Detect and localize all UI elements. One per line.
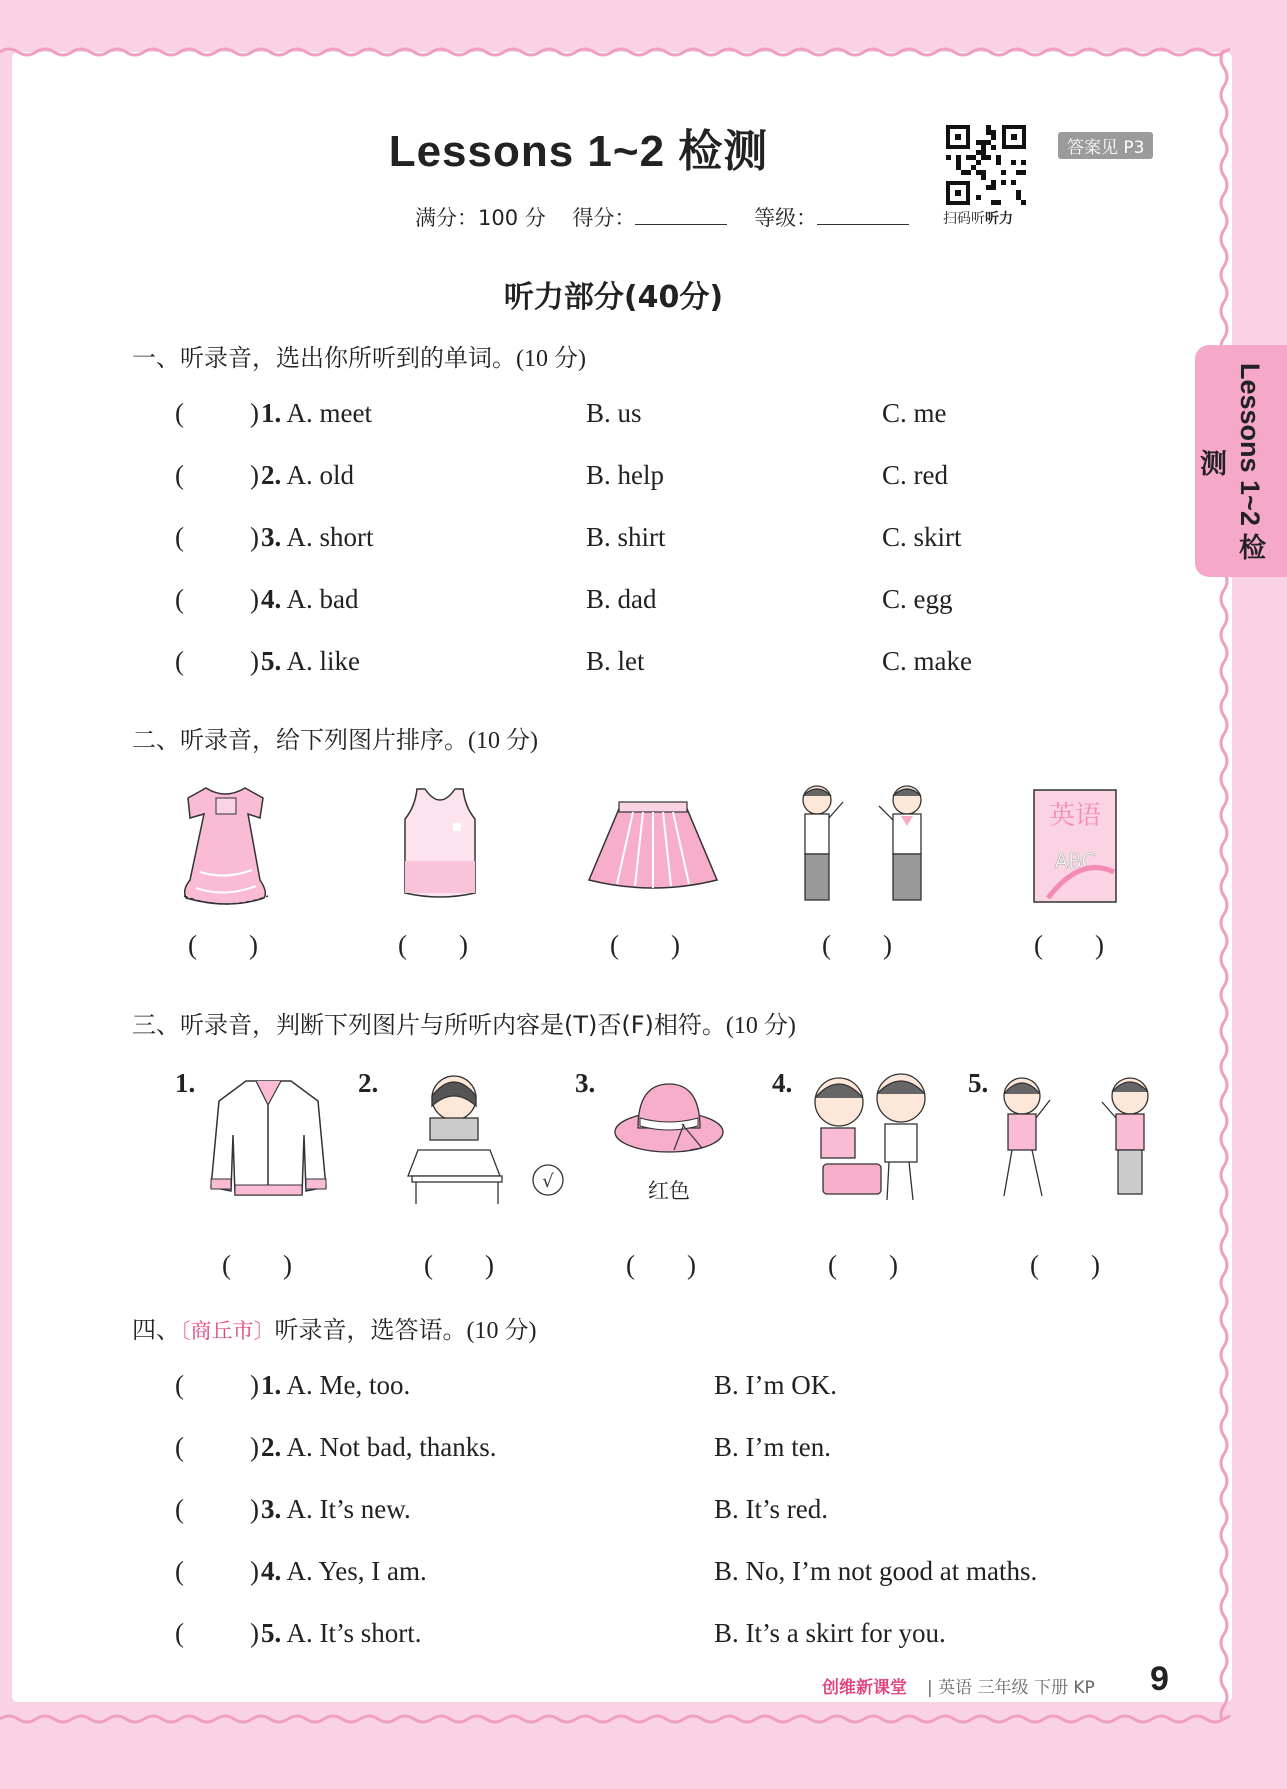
girl-reading-picture xyxy=(382,1072,572,1207)
section4-prefix: 四、 xyxy=(132,1316,180,1344)
girl-boy-waving-picture xyxy=(990,1072,1160,1207)
section2-title xyxy=(132,720,538,755)
section3-points: (10 分) xyxy=(725,1013,796,1039)
girl-boy-bag-picture xyxy=(805,1072,940,1207)
question-number: 2. xyxy=(261,1432,282,1462)
page-number: 9 xyxy=(1150,1660,1169,1698)
book-title-text: 英语 xyxy=(1048,801,1102,831)
option-a-text: A. meet xyxy=(286,398,372,428)
section4-answer-4[interactable]: ( ) xyxy=(175,1556,259,1586)
section1-option-c: C. skirt xyxy=(882,522,962,552)
section1-answer-3[interactable]: ( ) xyxy=(175,522,259,552)
section1-answer-4[interactable]: ( ) xyxy=(175,584,259,614)
hat-caption: 红色 xyxy=(648,1179,690,1203)
side-tab-label: Lessons 1~2 检测 xyxy=(1196,363,1265,561)
option-a-text: A. Yes, I am. xyxy=(286,1556,427,1586)
option-a-text: A. It’s short. xyxy=(286,1618,422,1648)
question-number: 5. xyxy=(261,1618,282,1648)
option-a-text: A. Me, too. xyxy=(286,1370,411,1400)
section1-option-c: C. make xyxy=(882,646,972,676)
section2-answer-3[interactable]: ( ) xyxy=(610,930,680,960)
two-boys-picture xyxy=(785,780,945,910)
section1-answer-2[interactable]: ( ) xyxy=(175,460,259,490)
part-title: 听力部分(40分) xyxy=(503,280,724,315)
section2-answer-2[interactable]: ( ) xyxy=(398,930,468,960)
section3-answer-4[interactable]: ( ) xyxy=(828,1250,898,1280)
section4-option-a xyxy=(261,1432,497,1463)
answer-tag: 答案见 P3 xyxy=(1058,132,1153,159)
section2-answer-1[interactable]: ( ) xyxy=(188,930,258,960)
question-number: 3. xyxy=(261,1494,282,1524)
section3-answer-5[interactable]: ( ) xyxy=(1030,1250,1100,1280)
option-a-text: A. old xyxy=(286,460,355,490)
section4-option-b: B. I’m OK. xyxy=(714,1370,837,1400)
jacket-picture xyxy=(206,1075,331,1205)
footer-brand: 创维新课堂 xyxy=(822,1678,907,1698)
region-tag: 〔商丘市〕 xyxy=(180,1319,275,1343)
page-title: Lessons 1~2 检测 xyxy=(388,127,769,176)
section1-option-a xyxy=(261,460,354,491)
option-a-text: A. Not bad, thanks. xyxy=(286,1432,497,1462)
section3-answer-2[interactable]: ( ) xyxy=(424,1250,494,1280)
section1-option-b: B. let xyxy=(586,646,645,676)
score-line xyxy=(415,202,929,232)
question-number: 5. xyxy=(261,646,282,676)
section4-answer-2[interactable]: ( ) xyxy=(175,1432,259,1462)
section3-answer-1[interactable]: ( ) xyxy=(222,1250,292,1280)
section1-option-a xyxy=(261,584,359,615)
section4-points: (10 分) xyxy=(466,1318,537,1344)
option-a-text: A. short xyxy=(286,522,374,552)
option-a-text: A. It’s new. xyxy=(286,1494,411,1524)
qr-label-text: 扫码听 xyxy=(943,211,985,227)
option-a-text: A. bad xyxy=(286,584,359,614)
section1-answer-1[interactable]: ( ) xyxy=(175,398,259,428)
section1-option-b: B. help xyxy=(586,460,664,490)
section4-answer-3[interactable]: ( ) xyxy=(175,1494,259,1524)
section1-title xyxy=(132,338,586,373)
question-number: 1. xyxy=(261,398,282,428)
section2-answer-5[interactable]: ( ) xyxy=(1034,930,1104,960)
hat-picture xyxy=(612,1078,727,1208)
qr-label xyxy=(943,208,1013,228)
section4-option-b: B. No, I’m not good at maths. xyxy=(714,1556,1038,1586)
section2-title-text: 二、听录音，给下列图片排序。 xyxy=(132,726,468,754)
score-blank[interactable] xyxy=(635,224,727,225)
section4-title-text: 听录音，选答语。 xyxy=(274,1316,467,1344)
vest-picture xyxy=(395,785,485,905)
section1-points: (10 分) xyxy=(516,346,586,372)
dress-picture xyxy=(168,780,283,910)
section1-option-a xyxy=(261,398,372,429)
grade-label: 等级： xyxy=(754,206,818,230)
section4-option-a xyxy=(261,1370,410,1401)
section3-num-1: 1. xyxy=(175,1068,196,1098)
qr-code-icon[interactable] xyxy=(946,125,1026,205)
section1-option-c: C. me xyxy=(882,398,947,428)
question-number: 1. xyxy=(261,1370,282,1400)
question-number: 4. xyxy=(261,1556,282,1586)
question-number: 2. xyxy=(261,460,282,490)
section1-option-c: C. red xyxy=(882,460,948,490)
section4-option-a xyxy=(261,1618,422,1649)
wavy-border-top xyxy=(0,38,1230,68)
section1-option-a xyxy=(261,646,360,677)
section4-option-b: B. I’m ten. xyxy=(714,1432,831,1462)
section1-option-b: B. dad xyxy=(586,584,657,614)
section3-title-text: 三、听录音，判断下列图片与所听内容是(T)否(F)相符。 xyxy=(132,1011,726,1039)
check-mark: √ xyxy=(542,1171,554,1192)
wavy-border-bottom xyxy=(0,1705,1230,1735)
section1-answer-5[interactable]: ( ) xyxy=(175,646,259,676)
section3-num-5: 5. xyxy=(968,1068,989,1098)
section3-answer-3[interactable]: ( ) xyxy=(626,1250,696,1280)
grade-blank[interactable] xyxy=(817,224,909,225)
section1-option-a xyxy=(261,522,374,553)
section2-answer-4[interactable]: ( ) xyxy=(822,930,892,960)
section4-answer-1[interactable]: ( ) xyxy=(175,1370,259,1400)
section4-option-a xyxy=(261,1556,427,1587)
section3-num-2: 2. xyxy=(358,1068,379,1098)
section1-option-b: B. shirt xyxy=(586,522,666,552)
question-number: 3. xyxy=(261,522,282,552)
section3-title xyxy=(132,1005,796,1040)
footer-info: | 英语 三年级 下册 KP xyxy=(927,1678,1095,1698)
section4-option-b: B. It’s a skirt for you. xyxy=(714,1618,946,1648)
section4-option-a xyxy=(261,1494,411,1525)
section3-num-3: 3. xyxy=(575,1068,596,1098)
qr-label-bold: 听力 xyxy=(985,211,1013,227)
option-a-text: A. like xyxy=(286,646,361,676)
section1-option-b: B. us xyxy=(586,398,642,428)
question-number: 4. xyxy=(261,584,282,614)
section3-num-4: 4. xyxy=(772,1068,793,1098)
section1-option-c: C. egg xyxy=(882,584,953,614)
full-score: 满分：100 分 xyxy=(415,206,546,230)
book-letters: ABC xyxy=(1054,849,1096,873)
section4-title xyxy=(132,1310,536,1345)
english-book-picture xyxy=(1030,786,1120,906)
section2-points: (10 分) xyxy=(468,728,538,754)
section4-option-b: B. It’s red. xyxy=(714,1494,828,1524)
score-label: 得分： xyxy=(572,206,636,230)
skirt-picture xyxy=(583,800,723,895)
section1-title-text: 一、听录音，选出你所听到的单词。 xyxy=(132,344,516,372)
section4-answer-5[interactable]: ( ) xyxy=(175,1618,259,1648)
